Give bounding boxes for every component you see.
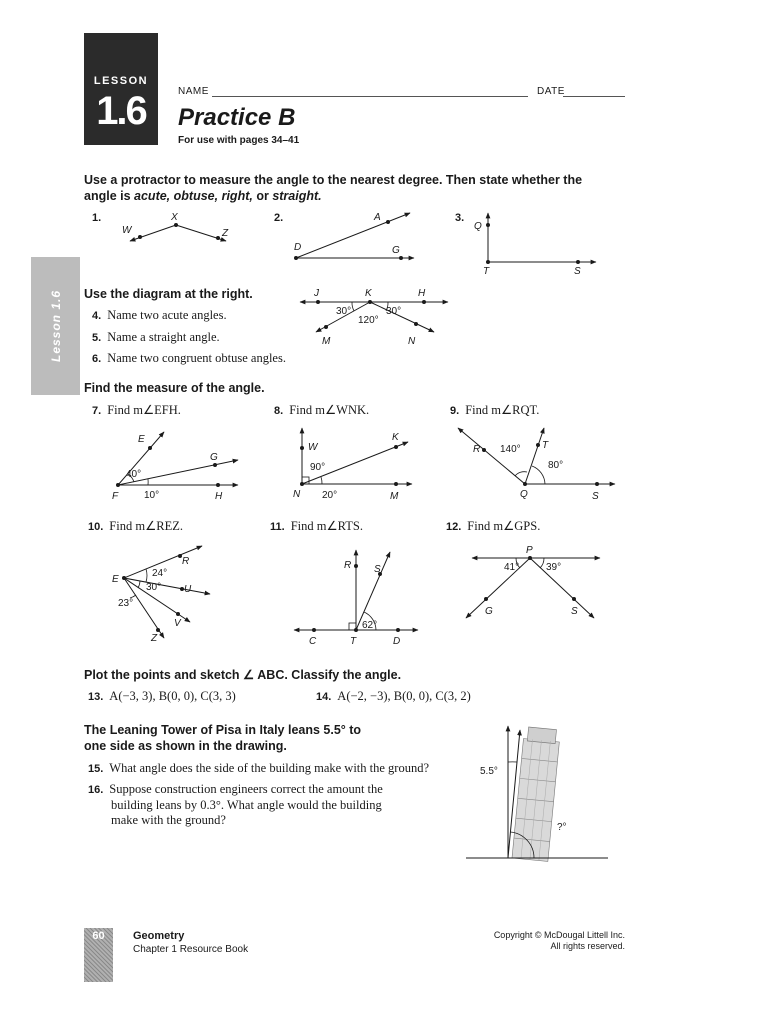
footer-book: Geometry bbox=[133, 930, 185, 942]
label-s12: S bbox=[571, 606, 578, 617]
question-5 bbox=[92, 330, 220, 345]
q14-num: 14. bbox=[316, 691, 332, 703]
label-d11: D bbox=[393, 636, 401, 647]
label-q: Q bbox=[474, 221, 482, 232]
angle-diagram-11 bbox=[294, 550, 418, 647]
side-tab bbox=[31, 257, 80, 395]
pisa-tower-diagram bbox=[462, 722, 612, 864]
question-6 bbox=[92, 351, 286, 366]
label-z: Z bbox=[222, 228, 229, 239]
page-number-block bbox=[84, 928, 113, 982]
section5-instruction-line1: The Leaning Tower of Pisa in Italy leans 5.5° to bbox=[84, 723, 362, 737]
q16-text-1: Suppose construction engineers correct the amount the bbox=[109, 782, 383, 796]
section1-instruction bbox=[84, 172, 582, 204]
q8-num: 8. bbox=[274, 405, 284, 417]
label-t11: T bbox=[350, 636, 357, 647]
angle-20: 20° bbox=[322, 490, 338, 501]
angle-30: 30° bbox=[146, 582, 162, 593]
q10-num: 10. bbox=[88, 521, 104, 533]
q9-num: 9. bbox=[450, 405, 460, 417]
angle-diagram-2 bbox=[294, 212, 414, 260]
item3-num: 3. bbox=[455, 212, 465, 224]
angle-62: 62° bbox=[362, 620, 378, 631]
label-q9: Q bbox=[520, 489, 528, 500]
label-z10: Z bbox=[151, 633, 158, 644]
angle-23: 23° bbox=[118, 598, 134, 609]
label-k8: K bbox=[392, 432, 399, 443]
q10-text: Find m∠REZ. bbox=[109, 519, 184, 533]
section3-instruction: Find the measure of the angle. bbox=[84, 381, 265, 395]
q7-num: 7. bbox=[92, 405, 102, 417]
label-g: G bbox=[392, 245, 400, 256]
label-r10: R bbox=[182, 556, 190, 567]
q11-text: Find m∠RTS. bbox=[290, 519, 363, 533]
label-e: E bbox=[138, 434, 145, 445]
question-7 bbox=[92, 402, 181, 418]
label-c11: C bbox=[309, 636, 317, 647]
footer-rights: All rights reserved. bbox=[550, 941, 625, 951]
angle-unknown: ?° bbox=[557, 822, 567, 833]
q14-text: A(−2, −3), B(0, 0), C(3, 2) bbox=[337, 689, 471, 703]
angle-10: 10° bbox=[144, 490, 160, 501]
word-acute: acute, bbox=[134, 189, 171, 203]
angle-diagram-8 bbox=[293, 428, 412, 502]
q8-text: Find m∠WNK. bbox=[289, 403, 370, 417]
page-title: Practice B bbox=[178, 104, 296, 131]
footer-chapter: Chapter 1 Resource Book bbox=[133, 944, 249, 955]
angle-5-5: 5.5° bbox=[480, 766, 498, 777]
label-h7: H bbox=[215, 491, 223, 502]
label-k: K bbox=[365, 288, 372, 299]
question-10 bbox=[88, 518, 183, 534]
label-j: J bbox=[314, 288, 319, 299]
label-f: F bbox=[112, 491, 119, 502]
angle-90: 90° bbox=[310, 462, 326, 473]
question-16 bbox=[88, 782, 383, 828]
section2-instruction: Use the diagram at the right. bbox=[84, 287, 253, 301]
label-w8: W bbox=[308, 442, 318, 453]
label-g12: G bbox=[485, 606, 493, 617]
angle-diagram-12 bbox=[466, 545, 600, 618]
page-number: 60 bbox=[92, 930, 105, 942]
q6-text: Name two congruent obtuse angles. bbox=[107, 351, 286, 365]
section3-row1-diagrams bbox=[100, 420, 620, 505]
footer-copyright: Copyright © McDougal Littell Inc. bbox=[493, 930, 625, 940]
lesson-badge bbox=[84, 33, 158, 145]
label-h: H bbox=[418, 288, 426, 299]
date-label: DATE bbox=[537, 86, 565, 97]
q5-num: 5. bbox=[92, 332, 102, 344]
q16-line3: make with the ground? bbox=[111, 813, 226, 827]
label-u10: U bbox=[184, 584, 192, 595]
angle-30-right: 30° bbox=[386, 306, 402, 317]
page-subtitle: For use with pages 34–41 bbox=[178, 135, 300, 146]
lesson-word: LESSON bbox=[93, 75, 149, 87]
name-field[interactable] bbox=[212, 96, 528, 97]
label-n: N bbox=[408, 336, 416, 347]
q16-line2: building leans by 0.3°. What angle would the building bbox=[111, 798, 382, 812]
angle-diagram-10 bbox=[112, 546, 210, 644]
label-s9: S bbox=[592, 491, 599, 502]
label-x: X bbox=[171, 212, 178, 223]
angle-40: 40° bbox=[126, 469, 142, 480]
section5-instruction-line2: one side as shown in the drawing. bbox=[84, 739, 287, 753]
question-14 bbox=[316, 689, 471, 704]
angle-diagram-1 bbox=[122, 212, 229, 241]
angle-80: 80° bbox=[548, 460, 564, 471]
label-e10: E bbox=[112, 574, 119, 585]
date-field[interactable] bbox=[563, 96, 625, 97]
side-tab-label: Lesson 1.6 bbox=[48, 289, 63, 363]
tower-drawing bbox=[512, 727, 560, 862]
label-m8: M bbox=[390, 491, 399, 502]
name-label: NAME bbox=[178, 86, 209, 97]
section5-instruction bbox=[84, 722, 361, 754]
word-straight: straight. bbox=[272, 189, 322, 203]
angle-24: 24° bbox=[152, 568, 168, 579]
q15-num: 15. bbox=[88, 763, 104, 775]
q12-num: 12. bbox=[446, 521, 462, 533]
section1-instruction-line1: Use a protractor to measure the angle to the nearest degree. Then state whether the bbox=[84, 173, 583, 187]
label-s11: S bbox=[374, 564, 381, 575]
question-15 bbox=[88, 761, 429, 776]
word-right: right, bbox=[221, 189, 253, 203]
label-r9: R bbox=[473, 444, 481, 455]
label-r11: R bbox=[344, 560, 352, 571]
label-s: S bbox=[574, 266, 581, 277]
angle-diagram-9 bbox=[458, 428, 615, 502]
label-p12: P bbox=[526, 545, 533, 556]
item1-num: 1. bbox=[92, 212, 102, 224]
q12-text: Find m∠GPS. bbox=[467, 519, 541, 533]
word-or: or bbox=[256, 189, 269, 203]
angle-140: 140° bbox=[500, 444, 521, 455]
label-m: M bbox=[322, 336, 331, 347]
question-12 bbox=[446, 518, 540, 534]
angle-41: 41° bbox=[504, 562, 520, 573]
question-8 bbox=[274, 402, 369, 418]
question-11 bbox=[270, 518, 363, 534]
question-13 bbox=[88, 689, 236, 704]
q13-num: 13. bbox=[88, 691, 104, 703]
q6-num: 6. bbox=[92, 353, 102, 365]
label-v10: V bbox=[174, 618, 181, 629]
word-obtuse: obtuse, bbox=[173, 189, 219, 203]
label-t9: T bbox=[542, 440, 549, 451]
q13-text: A(−3, 3), B(0, 0), C(3, 3) bbox=[109, 689, 236, 703]
q4-text: Name two acute angles. bbox=[107, 308, 227, 322]
q9-text: Find m∠RQT. bbox=[465, 403, 540, 417]
angle-diagram-7 bbox=[112, 432, 238, 502]
label-t: T bbox=[483, 266, 490, 277]
q5-text: Name a straight angle. bbox=[107, 330, 220, 344]
angle-30-left: 30° bbox=[336, 306, 352, 317]
section1-diagrams bbox=[80, 205, 640, 285]
item2-num: 2. bbox=[274, 212, 284, 224]
question-4 bbox=[92, 308, 227, 323]
label-n8: N bbox=[293, 489, 301, 500]
lesson-number: 1.6 bbox=[96, 89, 146, 133]
section2-diagram bbox=[288, 284, 458, 350]
q11-num: 11. bbox=[270, 521, 285, 533]
section1-instruction-line2 bbox=[84, 188, 582, 204]
question-9 bbox=[450, 402, 539, 418]
label-g7: G bbox=[210, 452, 218, 463]
angle-120: 120° bbox=[358, 315, 379, 326]
q7-text: Find m∠EFH. bbox=[107, 403, 181, 417]
section3-row2-diagrams bbox=[100, 538, 620, 650]
label-a: A bbox=[374, 212, 381, 223]
q16-num: 16. bbox=[88, 784, 104, 796]
angle-39: 39° bbox=[546, 562, 562, 573]
label-w: W bbox=[122, 225, 132, 236]
section4-instruction: Plot the points and sketch ∠ ABC. Classify the angle. bbox=[84, 668, 402, 682]
q15-text: What angle does the side of the building make with the ground? bbox=[109, 761, 430, 775]
q4-num: 4. bbox=[92, 310, 102, 322]
q16-line1 bbox=[88, 782, 383, 798]
instr-prefix: angle is bbox=[84, 189, 135, 203]
angle-diagram-3 bbox=[474, 213, 596, 277]
label-d: D bbox=[294, 242, 302, 253]
